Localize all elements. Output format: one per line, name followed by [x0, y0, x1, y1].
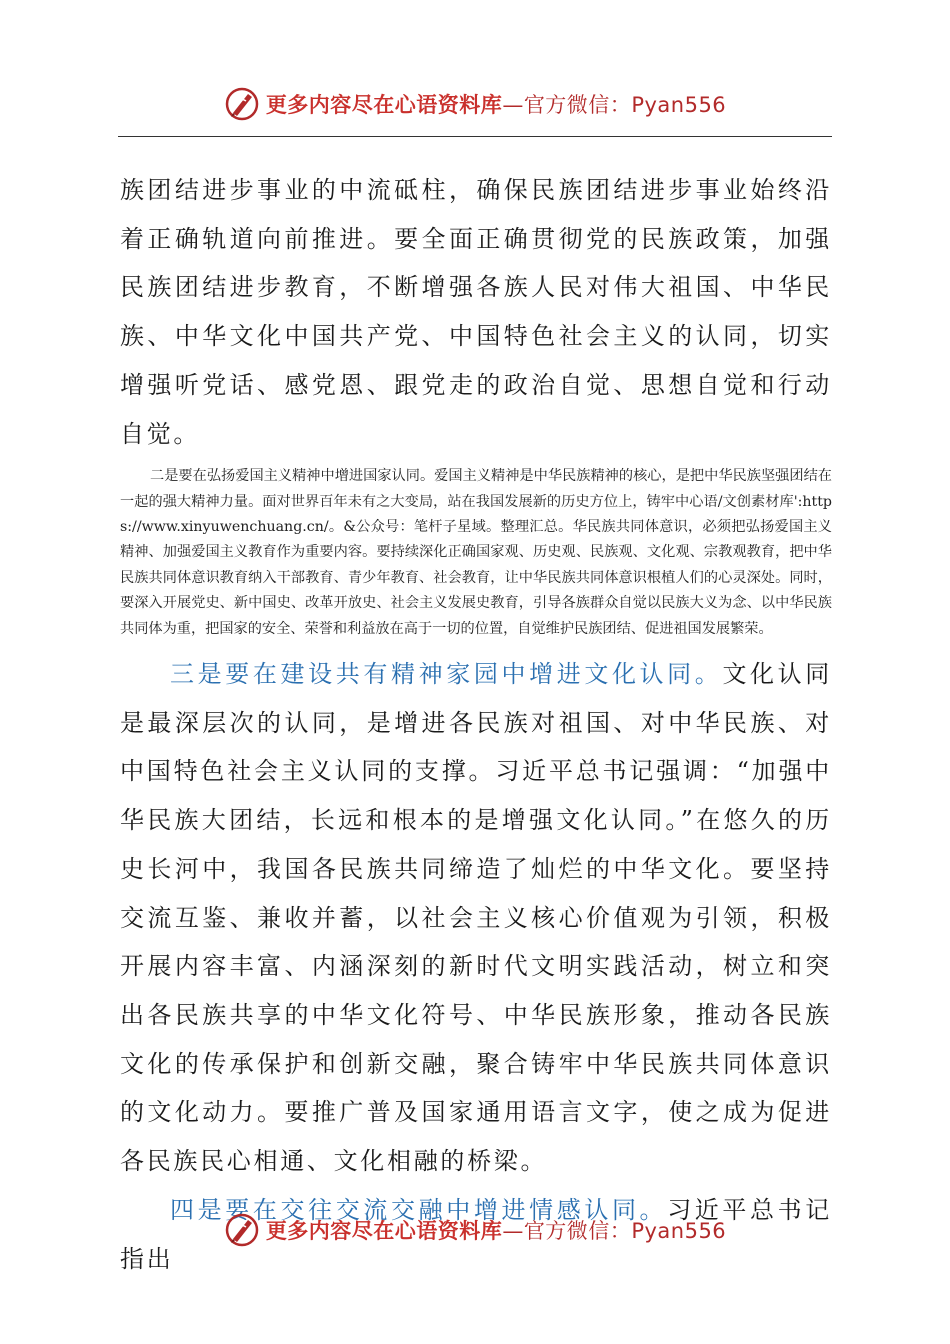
banner-text — [266, 89, 726, 119]
header-divider — [118, 136, 832, 137]
header-banner — [0, 84, 950, 124]
paragraph-cultural-identity — [120, 650, 832, 1186]
pen-logo-icon — [224, 1212, 260, 1248]
banner-brand: 更多内容尽在心语资料库 — [265, 92, 503, 117]
paragraph-national-identity: 二是要在弘扬爱国主义精神中增进国家认同。爱国主义精神是中华民族精神的核心，是把中华民族坚强团结在一起的强大精神力量。面对世界百年未有之大变局，站在我国发展新的历史方位上，铸牢中心语/文创素材库':https://www.xinyuwenchuang.cn/。&公众号：笔杆子星域。整理汇总。华民族共同体意识，必须把弘扬爱国主义精神、加强爱国主义教育作为重要内容。要持续深化正确国家观、历史观、民族观、文化观、宗教观教育，把中华民族共同体意识教育纳入干部教育、青少年教育、社会教育，让中华民族共同体意识根植人们的心灵深处。同时，要深入开展党史、新中国史、改革开放史、社会主义发展史教育，引导各族群众自觉以民族大义为念、以中华民族共同体为重，把国家的安全、荣誉和利益放在高于一切的位置，自觉维护民族团结、促进祖国发展繁荣。 — [120, 468, 832, 637]
banner-dash: — — [502, 93, 524, 117]
pen-logo-icon — [224, 86, 260, 122]
footer-banner — [0, 1210, 950, 1250]
paragraph-emotional-identity-text: 习近平总书记指出 — [120, 1195, 832, 1273]
banner-wechat-id: Pyan556 — [631, 93, 727, 117]
footer-banner-text — [266, 1215, 726, 1245]
paragraph-cultural-identity-text: 文化认同是最深层次的认同，是增进各民族对祖国、对中华民族、对中国特色社会主义认同的支撑。习近平总书记强调：“加强中华民族大团结，长远和根本的是增强文化认同。”在悠久的历史长河中，我国各民族共同缔造了灿烂的中华文化。要坚持交流互鉴、兼收并蓄，以社会主义核心价值观为引领，积极开展内容丰富、内涵深刻的新时代文明实践活动，树立和突出各民族共享的中华文化符号、中华民族形象，推动各民族文化的传承保护和创新交融，聚合铸牢中华民族共同体意识的文化动力。要推广普及国家通用语言文字，使之成为促进各民族民心相通、文化相融的桥梁。 — [120, 660, 833, 1176]
footer-banner-wechat-id: Pyan556 — [631, 1219, 727, 1243]
heading-emotional-identity: 四是要在交往交流交融中增进情感认同。 — [170, 1195, 668, 1224]
footer-banner-dash: — — [502, 1219, 524, 1243]
document-body — [120, 166, 832, 1283]
footer-banner-wechat-label: 官方微信： — [523, 1219, 632, 1243]
paragraph-continued: 族团结进步事业的中流砥柱，确保民族团结进步事业始终沿着正确轨道向前推进。要全面正确贯彻党的民族政策，加强民族团结进步教育，不断增强各族人民对伟大祖国、中华民族、中华文化中国共产党、中国特色社会主义的认同，切实增强听党话、感党恩、跟党走的政治自觉、思想自觉和行动自觉。 — [120, 176, 832, 448]
banner-wechat-label: 官方微信： — [523, 93, 632, 117]
footer-banner-brand: 更多内容尽在心语资料库 — [265, 1218, 503, 1243]
heading-cultural-identity: 三是要在建设共有精神家园中增进文化认同。 — [170, 660, 723, 689]
